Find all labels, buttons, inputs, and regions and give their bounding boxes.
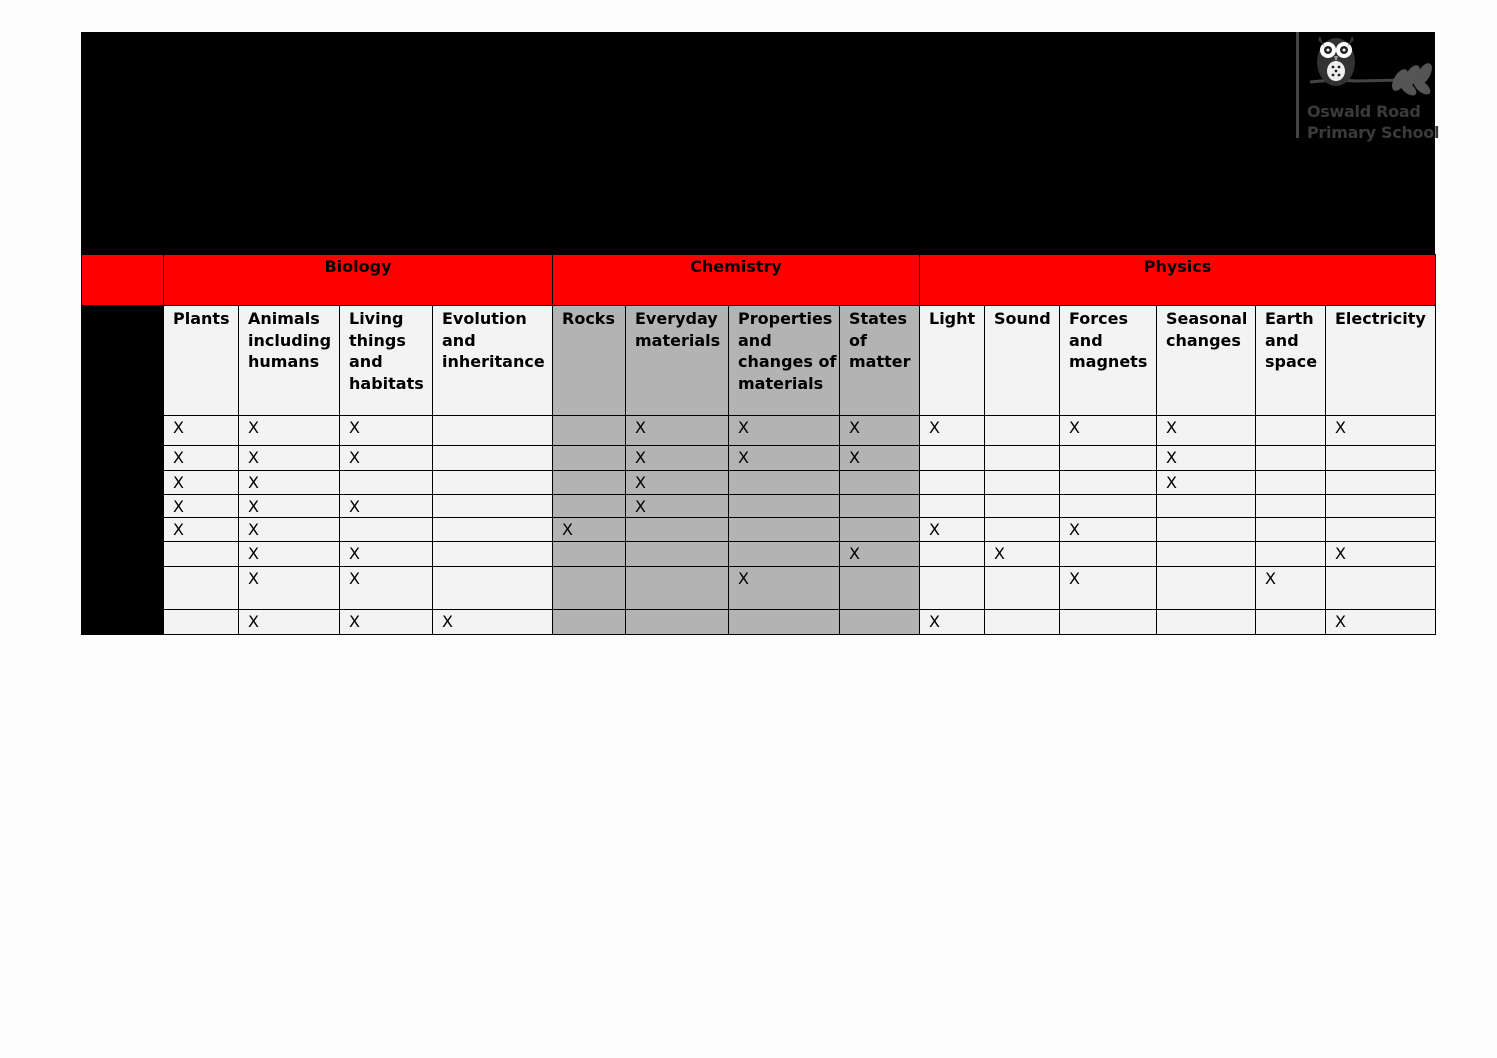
coverage-mark: X: [1069, 569, 1080, 588]
coverage-mark: [433, 518, 552, 520]
coverage-cell: [239, 471, 340, 495]
coverage-mark: [1326, 446, 1435, 448]
coverage-cell: [985, 446, 1060, 471]
coverage-cell: [729, 518, 840, 542]
coverage-cell: [553, 416, 626, 446]
coverage-mark: X: [248, 520, 259, 539]
row-label-cell: [82, 306, 164, 416]
coverage-cell: [1326, 446, 1436, 471]
owl-icon: [1296, 32, 1435, 102]
coverage-mark: [985, 495, 1059, 497]
row-label-cell: [82, 542, 164, 567]
coverage-mark: [985, 446, 1059, 448]
row-label-cell: [82, 495, 164, 518]
coverage-mark: X: [349, 418, 360, 437]
topic-header: [626, 306, 729, 416]
coverage-mark: X: [349, 569, 360, 588]
topic-header-label: Earth and space: [1265, 309, 1318, 371]
coverage-mark: [164, 567, 238, 569]
row-label-cell: [82, 567, 164, 610]
coverage-cell: [729, 495, 840, 518]
logo-text-line1: Oswald Road: [1307, 102, 1421, 121]
coverage-cell: [920, 495, 985, 518]
coverage-cell: [1326, 416, 1436, 446]
coverage-mark: X: [349, 544, 360, 563]
coverage-cell: [1157, 610, 1256, 635]
coverage-cell: [920, 542, 985, 567]
topic-header: [553, 306, 626, 416]
coverage-cell: [729, 416, 840, 446]
coverage-cell: [840, 471, 920, 495]
coverage-cell: [1060, 471, 1157, 495]
coverage-cell: [626, 471, 729, 495]
coverage-mark: X: [1166, 448, 1177, 467]
coverage-cell: [1256, 518, 1326, 542]
coverage-cell: [985, 542, 1060, 567]
title-banner: [81, 32, 1435, 254]
coverage-cell: [340, 495, 433, 518]
coverage-cell: [164, 495, 239, 518]
coverage-mark: [626, 518, 728, 520]
coverage-mark: X: [1069, 418, 1080, 437]
coverage-cell: [340, 542, 433, 567]
coverage-cell: [1157, 416, 1256, 446]
coverage-mark: [340, 518, 432, 520]
row-label-cell: [82, 446, 164, 471]
group-biology: Biology: [164, 255, 553, 306]
coverage-mark: X: [1166, 473, 1177, 492]
topic-header-label: Sound: [994, 309, 1051, 328]
coverage-mark: [985, 518, 1059, 520]
topic-header-label: Plants: [173, 309, 230, 328]
coverage-cell: [340, 416, 433, 446]
coverage-mark: X: [248, 448, 259, 467]
topic-header: [1256, 306, 1326, 416]
coverage-cell: [626, 518, 729, 542]
coverage-cell: [729, 446, 840, 471]
coverage-cell: [920, 416, 985, 446]
coverage-cell: [626, 495, 729, 518]
coverage-mark: [920, 567, 984, 569]
coverage-mark: [985, 416, 1059, 418]
coverage-mark: [840, 495, 919, 497]
table-row: [82, 567, 1436, 610]
coverage-cell: [340, 567, 433, 610]
coverage-mark: X: [248, 612, 259, 631]
coverage-mark: [553, 416, 625, 418]
coverage-mark: X: [173, 520, 184, 539]
coverage-mark: [1256, 542, 1325, 544]
coverage-cell: [920, 518, 985, 542]
coverage-mark: [553, 610, 625, 612]
topic-header: [1060, 306, 1157, 416]
coverage-cell: [1157, 495, 1256, 518]
coverage-mark: X: [635, 418, 646, 437]
coverage-mark: [1256, 446, 1325, 448]
coverage-cell: [433, 518, 553, 542]
coverage-mark: X: [738, 418, 749, 437]
coverage-mark: [1326, 567, 1435, 569]
topic-header-label: Forces and magnets: [1069, 309, 1148, 371]
coverage-cell: [239, 495, 340, 518]
corner-cell: [82, 255, 164, 306]
topic-header-label: Animals including humans: [248, 309, 332, 371]
coverage-cell: [553, 610, 626, 635]
coverage-mark: [164, 610, 238, 612]
coverage-mark: [433, 542, 552, 544]
coverage-cell: [840, 518, 920, 542]
coverage-mark: [729, 495, 839, 497]
coverage-mark: [1060, 542, 1156, 544]
coverage-cell: [626, 610, 729, 635]
coverage-mark: X: [929, 418, 940, 437]
coverage-mark: [626, 567, 728, 569]
coverage-mark: [920, 495, 984, 497]
coverage-cell: [1256, 446, 1326, 471]
coverage-mark: [1326, 518, 1435, 520]
coverage-cell: [985, 471, 1060, 495]
coverage-cell: [1157, 446, 1256, 471]
coverage-mark: X: [1335, 612, 1346, 631]
coverage-cell: [239, 542, 340, 567]
coverage-mark: [1256, 610, 1325, 612]
topic-header-label: Rocks: [562, 309, 615, 328]
coverage-mark: [1060, 610, 1156, 612]
coverage-cell: [1326, 567, 1436, 610]
table-row: [82, 446, 1436, 471]
coverage-cell: [729, 610, 840, 635]
coverage-cell: [433, 567, 553, 610]
topic-header: [340, 306, 433, 416]
coverage-cell: [920, 446, 985, 471]
coverage-cell: [239, 446, 340, 471]
coverage-mark: [1326, 495, 1435, 497]
coverage-cell: [1256, 416, 1326, 446]
coverage-cell: [1256, 610, 1326, 635]
group-physics: Physics: [920, 255, 1436, 306]
row-label-cell: [82, 518, 164, 542]
coverage-mark: X: [994, 544, 1005, 563]
coverage-mark: X: [849, 544, 860, 563]
coverage-mark: X: [635, 473, 646, 492]
coverage-cell: [985, 416, 1060, 446]
coverage-mark: [840, 471, 919, 473]
coverage-mark: [626, 542, 728, 544]
coverage-cell: [1256, 567, 1326, 610]
topic-header: [433, 306, 553, 416]
topic-header: [920, 306, 985, 416]
coverage-cell: [433, 471, 553, 495]
coverage-cell: [553, 471, 626, 495]
coverage-cell: [840, 446, 920, 471]
coverage-cell: [840, 416, 920, 446]
topic-header-label: States of matter: [849, 309, 911, 371]
topic-header-label: Everyday materials: [635, 309, 721, 350]
coverage-mark: X: [248, 497, 259, 516]
coverage-cell: [340, 446, 433, 471]
coverage-mark: [164, 542, 238, 544]
coverage-mark: [985, 567, 1059, 569]
coverage-mark: [729, 542, 839, 544]
coverage-cell: [164, 416, 239, 446]
coverage-cell: [164, 542, 239, 567]
coverage-mark: [1060, 495, 1156, 497]
coverage-mark: X: [849, 448, 860, 467]
coverage-cell: [433, 495, 553, 518]
coverage-mark: X: [738, 448, 749, 467]
coverage-cell: [433, 542, 553, 567]
coverage-cell: [729, 542, 840, 567]
row-label-cell: [82, 610, 164, 635]
coverage-mark: X: [929, 520, 940, 539]
coverage-mark: [553, 471, 625, 473]
row-label-cell: [82, 416, 164, 446]
topic-header: [985, 306, 1060, 416]
coverage-mark: [1060, 471, 1156, 473]
coverage-cell: [1157, 471, 1256, 495]
topic-header-label: Properties and changes of materials: [738, 309, 837, 393]
coverage-mark: X: [248, 473, 259, 492]
topic-header: [840, 306, 920, 416]
coverage-cell: [985, 567, 1060, 610]
coverage-mark: [985, 471, 1059, 473]
table-row: [82, 495, 1436, 518]
coverage-cell: [920, 471, 985, 495]
coverage-mark: [1060, 446, 1156, 448]
topic-header-label: Evolution and inheritance: [442, 309, 545, 371]
coverage-cell: [553, 567, 626, 610]
table-row: [82, 416, 1436, 446]
coverage-cell: [164, 471, 239, 495]
coverage-cell: [553, 542, 626, 567]
coverage-cell: [840, 542, 920, 567]
coverage-cell: [985, 495, 1060, 518]
coverage-cell: [840, 610, 920, 635]
topic-header: [1157, 306, 1256, 416]
coverage-mark: [985, 610, 1059, 612]
coverage-cell: [729, 567, 840, 610]
coverage-cell: [920, 567, 985, 610]
coverage-mark: [433, 446, 552, 448]
topic-header: [729, 306, 840, 416]
coverage-cell: [626, 542, 729, 567]
topic-header: [164, 306, 239, 416]
coverage-mark: X: [1335, 418, 1346, 437]
coverage-mark: X: [173, 448, 184, 467]
table-row: [82, 610, 1436, 635]
coverage-mark: [729, 610, 839, 612]
coverage-mark: X: [173, 497, 184, 516]
coverage-mark: [553, 542, 625, 544]
coverage-cell: [1060, 518, 1157, 542]
coverage-cell: [239, 518, 340, 542]
coverage-mark: X: [349, 612, 360, 631]
coverage-cell: [1060, 567, 1157, 610]
coverage-cell: [239, 567, 340, 610]
coverage-cell: [1157, 542, 1256, 567]
coverage-mark: X: [1335, 544, 1346, 563]
coverage-mark: X: [173, 473, 184, 492]
coverage-mark: X: [849, 418, 860, 437]
coverage-cell: [340, 610, 433, 635]
coverage-mark: [1157, 542, 1255, 544]
coverage-mark: [1157, 567, 1255, 569]
coverage-mark: X: [562, 520, 573, 539]
coverage-mark: [553, 446, 625, 448]
topic-header: [1326, 306, 1436, 416]
coverage-cell: [433, 416, 553, 446]
topic-header-label: Seasonal changes: [1166, 309, 1248, 350]
coverage-mark: [1157, 495, 1255, 497]
coverage-mark: [840, 610, 919, 612]
coverage-mark: [920, 471, 984, 473]
coverage-cell: [164, 446, 239, 471]
coverage-mark: [729, 518, 839, 520]
coverage-cell: [840, 567, 920, 610]
topic-header-label: Living things and habitats: [349, 309, 424, 393]
coverage-mark: [433, 495, 552, 497]
coverage-mark: X: [635, 497, 646, 516]
table-row: [82, 518, 1436, 542]
coverage-cell: [1326, 518, 1436, 542]
coverage-mark: [1326, 471, 1435, 473]
coverage-mark: X: [1166, 418, 1177, 437]
coverage-cell: [1256, 471, 1326, 495]
coverage-mark: [433, 567, 552, 569]
coverage-mark: [1157, 518, 1255, 520]
coverage-cell: [985, 610, 1060, 635]
coverage-cell: [1060, 495, 1157, 518]
coverage-mark: X: [349, 448, 360, 467]
logo-text-line2: Primary School: [1307, 123, 1440, 142]
coverage-cell: [553, 518, 626, 542]
coverage-cell: [626, 567, 729, 610]
school-logo: [1296, 32, 1440, 142]
coverage-mark: [553, 495, 625, 497]
coverage-mark: [433, 471, 552, 473]
coverage-mark: X: [349, 497, 360, 516]
coverage-mark: [840, 567, 919, 569]
coverage-cell: [626, 416, 729, 446]
coverage-mark: [433, 416, 552, 418]
coverage-cell: [626, 446, 729, 471]
coverage-cell: [1326, 542, 1436, 567]
table-row: [82, 471, 1436, 495]
coverage-cell: [239, 416, 340, 446]
coverage-mark: [1256, 471, 1325, 473]
coverage-cell: [164, 610, 239, 635]
coverage-cell: [1060, 542, 1157, 567]
coverage-mark: [920, 542, 984, 544]
coverage-mark: X: [635, 448, 646, 467]
coverage-cell: [840, 495, 920, 518]
coverage-mark: [729, 471, 839, 473]
coverage-mark: [840, 518, 919, 520]
coverage-mark: X: [173, 418, 184, 437]
coverage-cell: [239, 610, 340, 635]
coverage-mark: X: [1265, 569, 1276, 588]
coverage-cell: [1326, 610, 1436, 635]
coverage-cell: [729, 471, 840, 495]
coverage-cell: [920, 610, 985, 635]
coverage-mark: [340, 471, 432, 473]
coverage-cell: [985, 518, 1060, 542]
coverage-cell: [1256, 495, 1326, 518]
coverage-cell: [1060, 446, 1157, 471]
coverage-cell: [433, 610, 553, 635]
topic-header: [239, 306, 340, 416]
table-row: [82, 542, 1436, 567]
group-chemistry: Chemistry: [553, 255, 920, 306]
coverage-mark: [553, 567, 625, 569]
topic-header-label: Electricity: [1335, 309, 1426, 328]
coverage-mark: X: [929, 612, 940, 631]
coverage-cell: [164, 518, 239, 542]
coverage-mark: X: [442, 612, 453, 631]
topic-header-label: Light: [929, 309, 976, 328]
coverage-cell: [1157, 567, 1256, 610]
coverage-mark: [1256, 495, 1325, 497]
coverage-cell: [340, 518, 433, 542]
coverage-cell: [553, 495, 626, 518]
coverage-mark: [1157, 610, 1255, 612]
coverage-cell: [340, 471, 433, 495]
coverage-mark: X: [738, 569, 749, 588]
coverage-mark: X: [248, 569, 259, 588]
coverage-mark: [1256, 416, 1325, 418]
coverage-mark: [1256, 518, 1325, 520]
coverage-cell: [1256, 542, 1326, 567]
coverage-mark: X: [248, 544, 259, 563]
coverage-mark: X: [1069, 520, 1080, 539]
coverage-cell: [164, 567, 239, 610]
science-coverage-table: [81, 254, 1436, 635]
coverage-cell: [433, 446, 553, 471]
row-label-cell: [82, 471, 164, 495]
coverage-mark: X: [248, 418, 259, 437]
coverage-mark: [920, 446, 984, 448]
coverage-cell: [1157, 518, 1256, 542]
coverage-cell: [1060, 610, 1157, 635]
coverage-cell: [553, 446, 626, 471]
coverage-cell: [1326, 495, 1436, 518]
coverage-cell: [1060, 416, 1157, 446]
coverage-mark: [626, 610, 728, 612]
coverage-cell: [1326, 471, 1436, 495]
